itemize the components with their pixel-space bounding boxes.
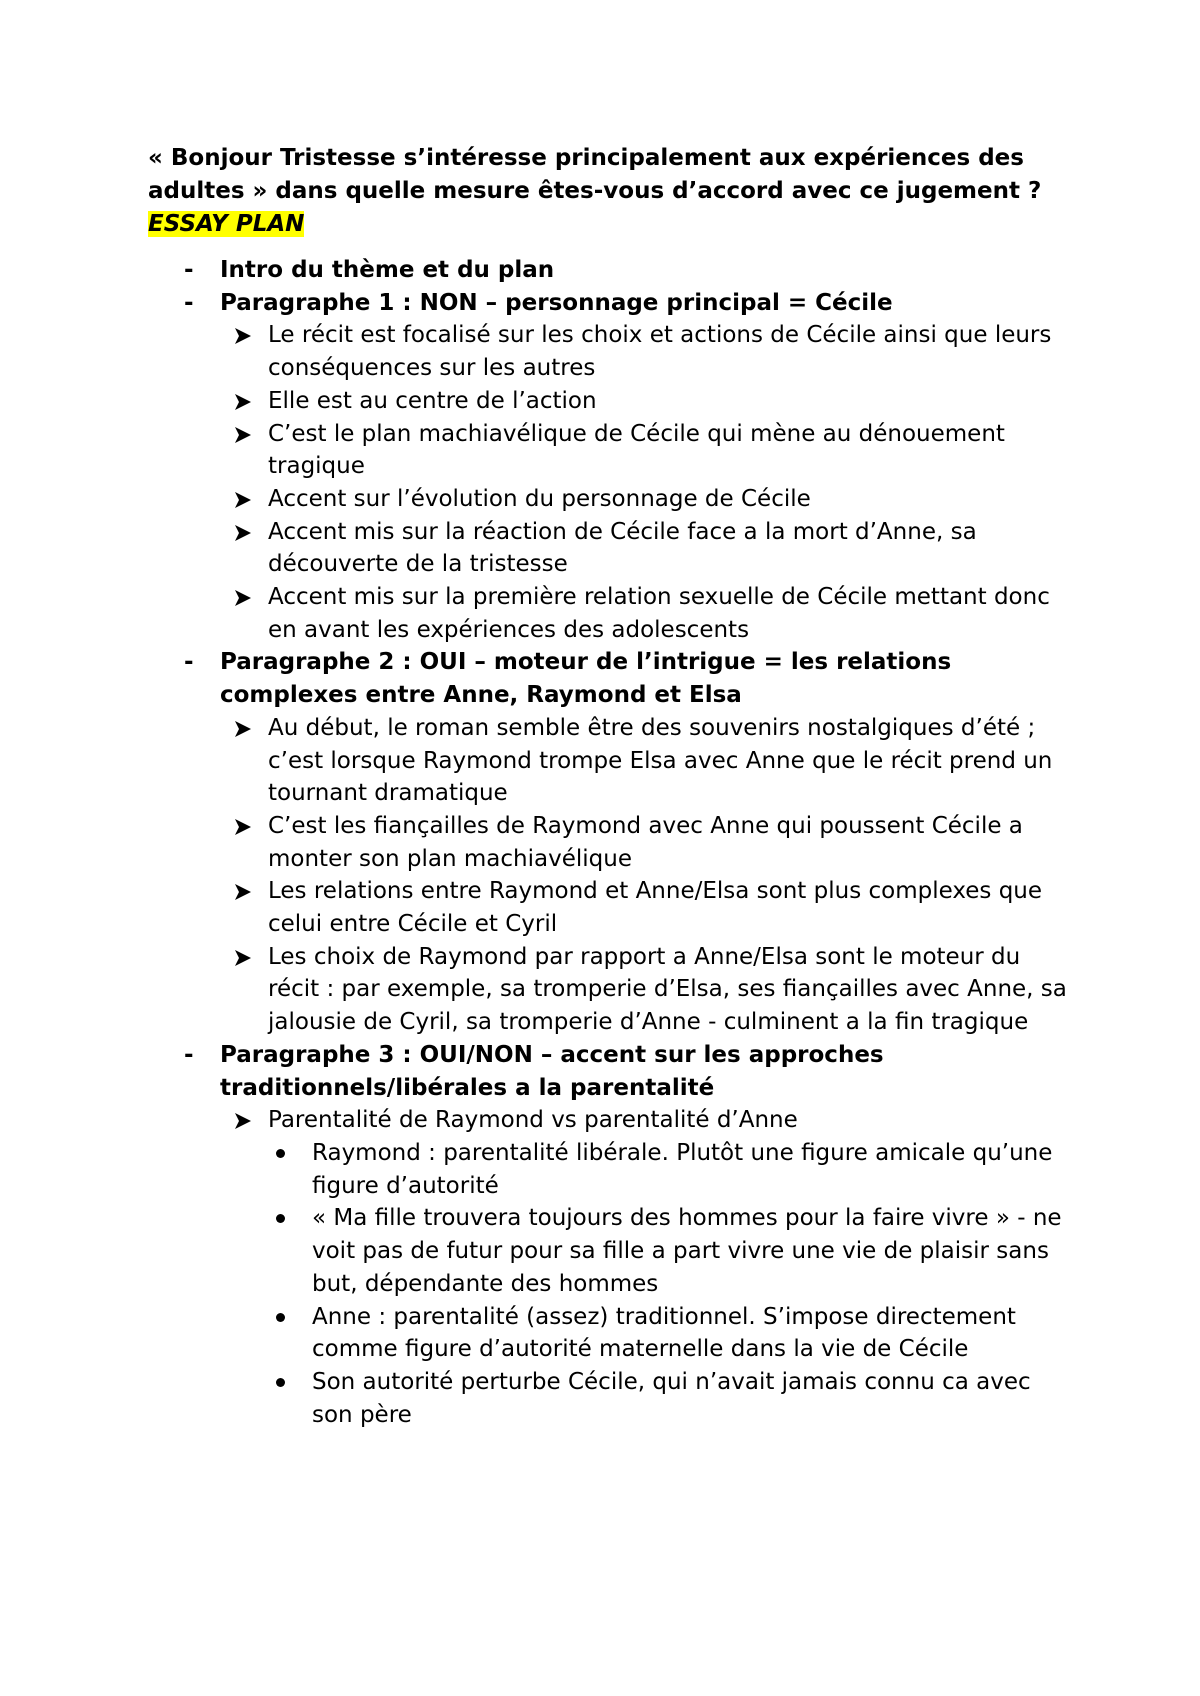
arrowhead-bullet-icon	[232, 418, 256, 451]
list-item	[148, 1104, 1068, 1137]
section-heading-intro	[148, 254, 1068, 287]
list-item	[148, 810, 1068, 875]
arrowhead-bullet-icon	[232, 875, 256, 908]
section-heading-paragraphe-3	[148, 1039, 1068, 1104]
list-item	[148, 581, 1068, 646]
section-heading-paragraphe-2	[148, 646, 1068, 711]
dash-marker: -	[184, 1041, 194, 1068]
list-item-text: Accent mis sur la première relation sexuelle de Cécile mettant donc en avant les expériences des adolescents	[268, 584, 1050, 643]
list-item	[148, 712, 1068, 810]
arrowhead-bullet-icon	[232, 941, 256, 974]
section-heading-text: Intro du thème et du plan	[220, 257, 555, 283]
list-item-text: Accent mis sur la réaction de Cécile face a la mort d’Anne, sa découverte de la tristesse	[268, 518, 977, 578]
arrowhead-bullet-icon	[232, 483, 256, 516]
list-item	[148, 516, 1068, 581]
list-item	[148, 385, 1068, 418]
essay-question	[148, 142, 1068, 241]
list-item-text: Parentalité de Raymond vs parentalité d’Anne	[268, 1107, 798, 1134]
arrowhead-bullet-icon	[232, 581, 256, 614]
list-item-text: Au début, le roman semble être des souvenirs nostalgiques d’été ; c’est lorsque Raymond trompe Elsa avec Anne que le récit prend un tournant dramatique	[268, 714, 1053, 807]
section-heading-paragraphe-1	[148, 287, 1068, 320]
list-item-text: C’est les fiançailles de Raymond avec Anne qui poussent Cécile a monter son plan machiavélique	[268, 812, 1023, 872]
dash-marker: -	[184, 649, 194, 676]
arrowhead-bullet-icon	[232, 319, 256, 352]
list-item	[148, 483, 1068, 516]
sub-list-item	[148, 1301, 1068, 1366]
list-item	[148, 319, 1068, 384]
section-heading-text: Paragraphe 1 : NON – personnage principal = Cécile	[220, 289, 893, 316]
list-item	[148, 875, 1068, 940]
list-item-text: Elle est au centre de l’action	[268, 387, 597, 414]
round-bullet-icon	[276, 1378, 285, 1387]
dash-marker: -	[184, 257, 194, 283]
list-item-text: Accent sur l’évolution du personnage de Cécile	[268, 485, 811, 512]
sub-list-item-text: Raymond : parentalité libérale. Plutôt une figure amicale qu’une figure d’autorité	[312, 1139, 1053, 1199]
round-bullet-icon	[276, 1149, 285, 1158]
sub-list-item	[148, 1366, 1068, 1431]
list-item-text: C’est le plan machiavélique de Cécile qui mène au dénouement tragique	[268, 420, 1005, 480]
dash-marker: -	[184, 289, 194, 316]
sub-list-item	[148, 1137, 1068, 1202]
arrowhead-bullet-icon	[232, 516, 256, 549]
round-bullet-icon	[276, 1214, 285, 1223]
list-item-text: Le récit est focalisé sur les choix et actions de Cécile ainsi que leurs conséquences sur les autres	[268, 322, 1052, 382]
sub-list-item-text: « Ma fille trouvera toujours des hommes pour la faire vivre » - ne voit pas de futur pour sa fille a part vivre une vie de plaisir sans but, dépendante des hommes	[312, 1205, 1062, 1297]
list-item	[148, 941, 1068, 1039]
arrowhead-bullet-icon	[232, 810, 256, 843]
arrowhead-bullet-icon	[232, 1104, 256, 1137]
essay-plan-highlight: ESSAY PLAN	[148, 211, 305, 237]
section-heading-text: Paragraphe 2 : OUI – moteur de l’intrigue = les relations complexes entre Anne, Raymond et Elsa	[220, 649, 952, 709]
list-item-text: Les relations entre Raymond et Anne/Elsa sont plus complexes que celui entre Cécile et Cyril	[268, 878, 1043, 938]
section-heading-text: Paragraphe 3 : OUI/NON – accent sur les approches traditionnels/libérales a la parentalité	[220, 1041, 884, 1101]
round-bullet-icon	[276, 1313, 285, 1322]
sub-list-item	[148, 1202, 1068, 1300]
sub-list-item-text: Son autorité perturbe Cécile, qui n’avait jamais connu ca avec son père	[312, 1368, 1031, 1428]
list-item	[148, 418, 1068, 483]
arrowhead-bullet-icon	[232, 385, 256, 418]
essay-plan-list	[148, 254, 1068, 1431]
list-item-text: Les choix de Raymond par rapport a Anne/Elsa sont le moteur du récit : par exemple, sa tromperie d’Elsa, ses fiançailles avec Anne, sa jalousie de Cyril, sa tromperie d’Anne - culminent a la fin tragique	[268, 943, 1067, 1036]
essay-question-text: « Bonjour Tristesse s’intéresse principalement aux expériences des adultes » dans quelle mesure êtes-vous d’accord avec ce jugement ?	[148, 145, 1042, 204]
arrowhead-bullet-icon	[232, 712, 256, 745]
sub-list-item-text: Anne : parentalité (assez) traditionnel. S’impose directement comme figure d’autorité maternelle dans la vie de Cécile	[312, 1303, 1016, 1363]
